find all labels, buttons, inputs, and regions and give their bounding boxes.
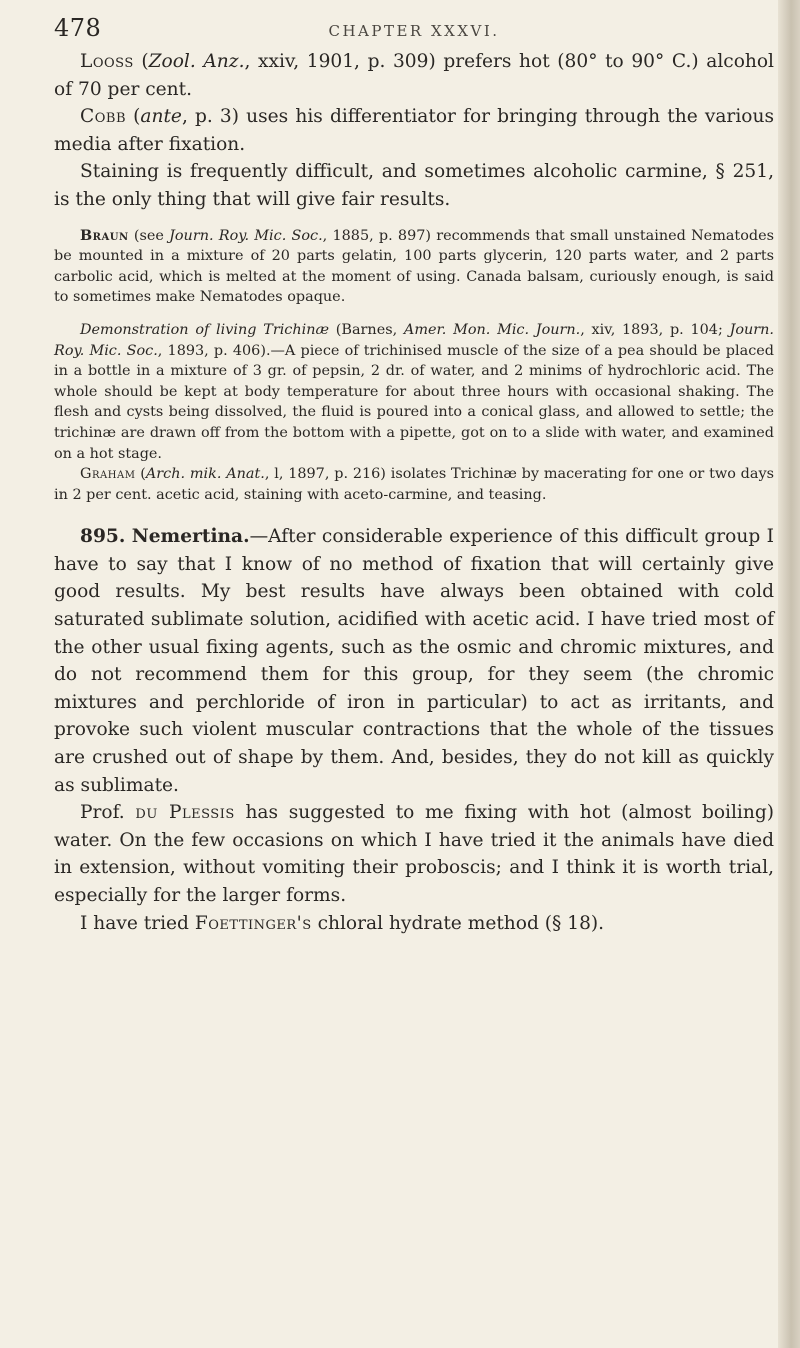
braun-block (54, 226, 774, 308)
citation-looss: Zool. Anz. (148, 51, 245, 72)
page-header (54, 14, 774, 48)
citation-cobb: ante (140, 106, 182, 128)
paragraph-du-plessis-text: has suggested to me fixing with hot (almost boiling) water. On the few occasions on which I have tried it the animals have died in extension, without vomiting their proboscis; and I think it is worth trial, especially for the larger forms. (54, 802, 775, 906)
paragraph-graham: Graham (Arch. mik. Anat., l, 1897, p. 216) isolates Trichinæ by macerating for one or two days in 2 per cent. acetic acid, staining with aceto-carmine, and teasing. (54, 466, 774, 503)
paragraph-foettinger: I have tried Foettinger's chloral hydrate method (§ 18). (80, 912, 605, 934)
trichinae-title: Demonstration of living Trichinæ (80, 321, 330, 338)
paragraph-trichinae-text: , 1893, p. 406).—A piece of trichinised muscle of the size of a pea should be placed in a bottle in a mixture of 3 gr. of pepsin, 2 dr. of water, and 2 minims of hydrochloric acid. The whole should be kept at body temperature for about three hours with occasional shaking. The flesh and cysts being dissolved, the fluid is poured into a conical glass, and allowed to settle; the trichinæ are drawn off from the bottom with a pipette, got on to a slide with water, and examined on a hot stage. (54, 342, 774, 462)
section-title: Nemertina. (131, 526, 250, 548)
paragraph-nemertina (54, 523, 774, 799)
author-cobb: Cobb (80, 106, 126, 128)
looss-cobb-block (54, 48, 774, 214)
author-braun: Braun (80, 226, 129, 244)
paragraph-looss: Looss (Zool. Anz., xxiv, 1901, p. 309) prefers hot (80° to 90° C.) alcohol of 70 per cent. (54, 51, 774, 100)
citation-barnes: Amer. Mon. Mic. Journ. (403, 321, 581, 338)
section-895 (54, 523, 774, 937)
author-looss: Looss (80, 51, 134, 72)
paragraph-braun-text: , 1885, p. 897) recommends that small unstained Nematodes be mounted in a mixture of 20 parts gelatin, 100 parts glycerin, 120 parts water, and 2 parts carbolic acid, which is melted at the moment of using. Canada balsam, curiously enough, is said to sometimes make Nematodes opaque. (54, 227, 774, 306)
author-du-plessis: du Plessis (135, 802, 235, 824)
paragraph-cobb-text: , p. 3) uses his differentiator for bringing through the various media after fixation. (54, 106, 774, 155)
paragraph-foettinger-text: chloral hydrate method (§ 18). (311, 912, 605, 934)
page-number: 478 (54, 14, 102, 42)
book-page (54, 14, 774, 937)
page-edge-shadow (778, 0, 800, 1348)
citation-braun: Journ. Roy. Mic. Soc. (169, 227, 323, 244)
paragraph-trichinae: Demonstration of living Trichinæ (Barnes, Amer. Mon. Mic. Journ., xiv, 1893, p. 104; Journ. Roy. Mic. Soc., 1893, p. 406).—A piece of trichinised muscle of the size of a pea should be placed in a bottle in a mixture of 3 gr. of pepsin, 2 dr. of water, and 2 minims of hydrochloric acid. The whole should be kept at body temperature for about three hours with occasional shaking. The flesh and cysts being dissolved, the fluid is poured into a conical glass, and allowed to settle; the trichinæ are drawn off from the bottom with a pipette, got on to a slide with water, and examined on a hot stage. (54, 321, 774, 462)
paragraph-nemertina-text: —After considerable experience of this difficult group I have to say that I know of no method of fixation that will certainly give good results. My best results have always been obtained with cold saturated sublimate solution, acidified with acetic acid. I have tried most of the other usual fixing agents, such as the osmic and chromic mixtures, and do not recommend them for this group, for they seem (the chromic mixtures and perchloride of iron in particular) to act as irritants, and provoke such violent muscular contractions that the whole of the tissues are crushed out of shape by them. And, besides, they do not kill as quickly as sublimate. (54, 526, 774, 796)
trichinae-block (54, 320, 774, 505)
section-number: 895. (80, 526, 126, 548)
paragraph-looss-text: , xxiv, 1901, p. 309) prefers hot (80° to 90° C.) alcohol of 70 per cent. (54, 51, 774, 100)
paragraph-du-plessis: Prof. du Plessis has suggested to me fixing with hot (almost boiling) water. On the few occasions on which I have tried it the animals have died in extension, without vomiting their proboscis; and I think it is worth trial, especially for the larger forms. (54, 802, 775, 906)
paragraph-staining: Staining is frequently difficult, and sometimes alcoholic carmine, § 251, is the only thing that will give fair results. (54, 161, 774, 210)
running-head: CHAPTER XXXVI. (328, 22, 500, 40)
author-foettinger: Foettinger's (194, 912, 312, 934)
paragraph-cobb: Cobb (ante, p. 3) uses his differentiator for bringing through the various media after fixation. (54, 106, 774, 155)
paragraph-graham-text: , l, 1897, p. 216) isolates Trichinæ by macerating for one or two days in 2 per cent. acetic acid, staining with aceto-carmine, and teasing. (54, 466, 774, 503)
author-graham: Graham (80, 466, 136, 483)
citation-journ-roy: Journ. Roy. Mic. Soc. (54, 321, 774, 359)
paragraph-braun: Braun (see Journ. Roy. Mic. Soc., 1885, p. 897) recommends that small unstained Nematodes be mounted in a mixture of 20 parts gelatin, 100 parts glycerin, 120 parts water, and 2 parts carbolic acid, which is melted at the moment of using. Canada balsam, curiously enough, is said to sometimes make Nematodes opaque. (54, 226, 774, 306)
citation-graham: Arch. mik. Anat. (145, 466, 265, 483)
